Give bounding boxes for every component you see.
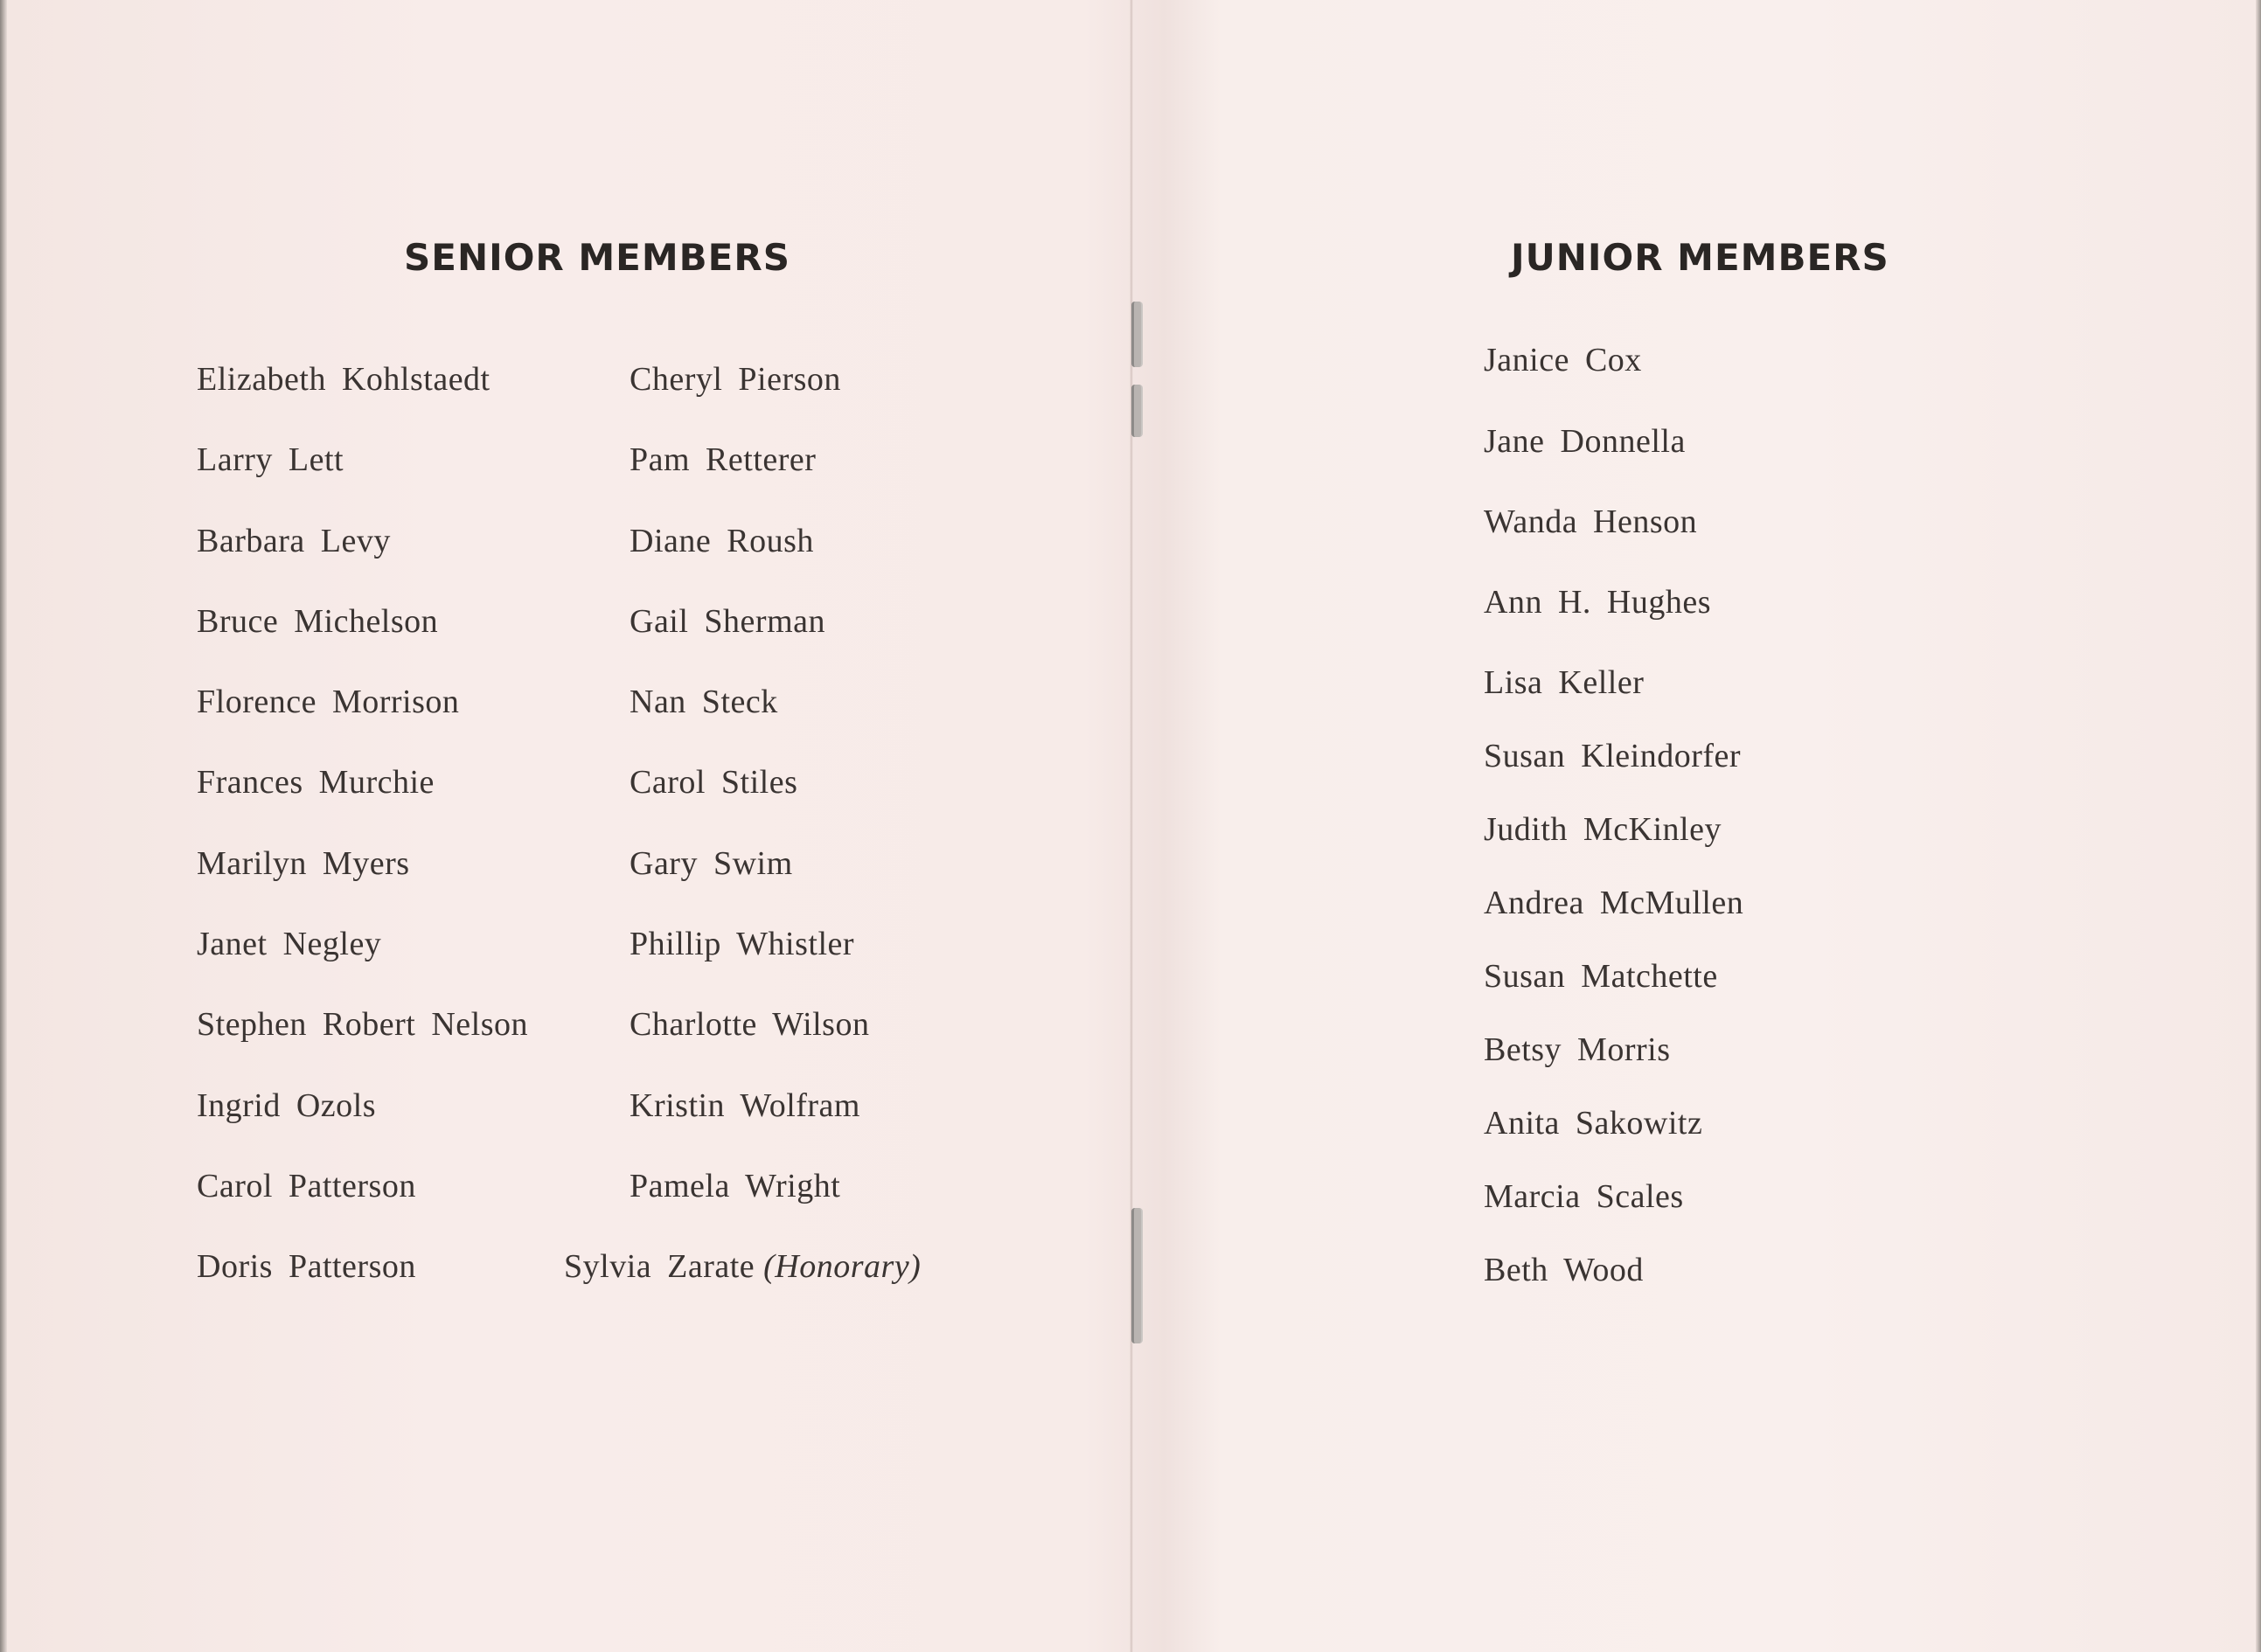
junior-name: Betsy Morris	[1484, 1031, 1671, 1068]
junior-name: Ann H. Hughes	[1484, 584, 1711, 621]
senior-name: Bruce Michelson	[197, 603, 439, 640]
senior-name: Gary Swim	[630, 845, 793, 882]
senior-name: Janet Negley	[197, 926, 382, 962]
senior-name: Phillip Whistler	[630, 926, 855, 962]
honorary-note: (Honorary)	[763, 1248, 922, 1285]
junior-name: Beth Wood	[1484, 1252, 1644, 1288]
senior-name: Barbara Levy	[197, 523, 391, 559]
junior-name: Anita Sakowitz	[1484, 1105, 1703, 1142]
senior-name: Frances Murchie	[197, 764, 435, 801]
left-page-edge	[0, 0, 7, 1652]
senior-name: Charlotte Wilson	[630, 1006, 870, 1043]
senior-name: Kristin Wolfram	[630, 1087, 860, 1124]
senior-name: Elizabeth Kohlstaedt	[197, 361, 490, 398]
senior-name: Carol Patterson	[197, 1168, 416, 1204]
junior-name: Wanda Henson	[1484, 503, 1698, 540]
senior-name: Florence Morrison	[197, 684, 460, 720]
honorary-member-name: Sylvia Zarate	[564, 1248, 755, 1285]
senior-name: Marilyn Myers	[197, 845, 410, 882]
senior-name: Cheryl Pierson	[630, 361, 841, 398]
senior-name: Diane Roush	[630, 523, 814, 559]
right-page-edge	[2256, 0, 2261, 1652]
senior-name: Ingrid Ozols	[197, 1087, 377, 1124]
junior-members-heading: JUNIOR MEMBERS	[1511, 236, 1889, 279]
junior-name: Jane Donnella	[1484, 423, 1686, 460]
junior-name: Marcia Scales	[1484, 1178, 1684, 1215]
senior-name: Pamela Wright	[630, 1168, 841, 1204]
senior-name: Pam Retterer	[630, 441, 817, 478]
senior-name: Gail Sherman	[630, 603, 826, 640]
junior-name: Susan Kleindorfer	[1484, 738, 1742, 774]
senior-name: Carol Stiles	[630, 764, 798, 801]
senior-honorary-entry	[564, 1247, 921, 1286]
junior-name: Andrea McMullen	[1484, 885, 1744, 921]
senior-name: Doris Patterson	[197, 1248, 416, 1285]
senior-members-heading: SENIOR MEMBERS	[404, 236, 790, 279]
senior-name: Nan Steck	[630, 684, 778, 720]
junior-name: Lisa Keller	[1484, 664, 1645, 701]
center-fold	[1130, 0, 1133, 1652]
senior-name: Larry Lett	[197, 441, 344, 478]
staple-bottom	[1131, 1208, 1143, 1343]
senior-name: Stephen Robert Nelson	[197, 1006, 529, 1043]
staple-top	[1131, 302, 1143, 367]
staple-top-lower	[1131, 385, 1143, 437]
junior-name: Janice Cox	[1484, 342, 1642, 378]
junior-name: Judith McKinley	[1484, 811, 1722, 848]
junior-name: Susan Matchette	[1484, 958, 1718, 995]
